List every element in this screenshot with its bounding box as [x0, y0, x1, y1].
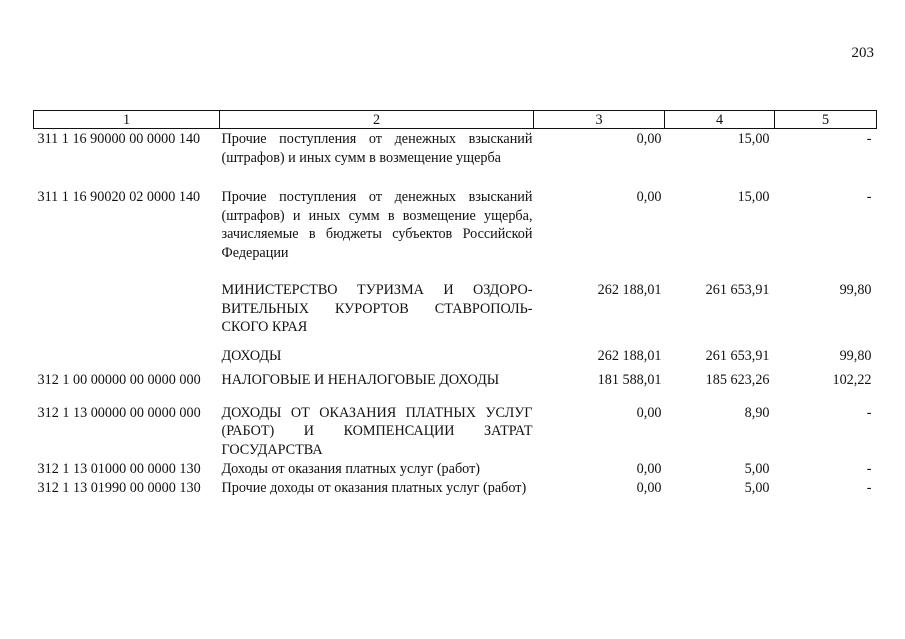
row-code: [34, 347, 220, 372]
row-value-col4: 15,00: [737, 131, 770, 147]
row-code: 312 1 13 01000 00 0000 130: [37, 461, 201, 477]
table-row: [34, 129, 877, 189]
row-name: Прочие поступления от денежных взысканий (штрафов) и иных сумм в возмещение ущерба: [221, 131, 533, 166]
row-code: 311 1 16 90020 02 0000 140: [37, 189, 201, 205]
table-row: [34, 460, 877, 479]
budget-revenue-table: [33, 110, 877, 497]
row-value-col4: 261 653,91: [705, 282, 770, 298]
row-value-col4: 5,00: [744, 461, 770, 477]
row-value-col3: 0,00: [636, 189, 662, 205]
row-value-col5: -: [866, 189, 872, 205]
row-code: 311 1 16 90000 00 0000 140: [37, 131, 201, 147]
row-value-col5: 99,80: [839, 282, 872, 298]
column-header-3: 3: [534, 111, 665, 129]
row-code: [34, 281, 220, 347]
row-code: 312 1 00 00000 00 0000 000: [37, 372, 201, 388]
row-value-col3: 181 588,01: [597, 372, 662, 388]
row-value-col3: 0,00: [636, 461, 662, 477]
table-row: [34, 347, 877, 372]
row-value-col5: -: [866, 461, 872, 477]
row-value-col3: 262 188,01: [597, 347, 662, 364]
row-name: НАЛОГОВЫЕ И НЕНАЛОГОВЫЕ ДОХОДЫ: [221, 372, 500, 388]
row-value-col3: 0,00: [636, 131, 662, 147]
column-header-5: 5: [775, 111, 877, 129]
row-name: МИНИСТЕРСТВО ТУРИЗМА И ОЗДОРО-ВИТЕЛЬНЫХ КУРОРТОВ СТАВРОПОЛЬ-СКОГО КРАЯ: [221, 282, 533, 335]
table-header-row: [34, 111, 877, 129]
row-value-col3: 262 188,01: [597, 282, 662, 298]
page-number: 203: [851, 45, 874, 61]
row-name: ДОХОДЫ ОТ ОКАЗАНИЯ ПЛАТНЫХ УСЛУГ (РАБОТ) И КОМПЕНСАЦИИ ЗАТРАТ ГОСУДАРСТВА: [221, 404, 533, 458]
column-header-1: 1: [34, 111, 220, 129]
row-code: 312 1 13 01990 00 0000 130: [37, 479, 201, 496]
row-code: 312 1 13 00000 00 0000 000: [37, 404, 201, 421]
row-value-col5: -: [866, 404, 872, 421]
row-value-col5: 99,80: [839, 347, 872, 364]
row-name: ДОХОДЫ: [221, 347, 282, 364]
row-value-col3: 0,00: [636, 404, 662, 421]
row-value-col3: 0,00: [636, 479, 662, 496]
row-name: Прочие доходы от оказания платных услуг (работ): [221, 479, 527, 496]
row-value-col5: -: [866, 479, 872, 496]
table-row: [34, 404, 877, 461]
row-name: Прочие поступления от денежных взысканий (штрафов) и иных сумм в возмещение ущерба, зачисляемые в бюджеты субъектов Российской Федерации: [221, 189, 533, 261]
table-header: [34, 111, 877, 129]
row-value-col4: 261 653,91: [705, 347, 770, 364]
row-value-col4: 185 623,26: [705, 372, 770, 388]
row-name: Доходы от оказания платных услуг (работ): [221, 461, 480, 477]
row-value-col5: -: [866, 131, 872, 147]
table-row: [34, 371, 877, 404]
table-row: [34, 188, 877, 281]
row-value-col4: 15,00: [737, 189, 770, 205]
row-value-col5: 102,22: [832, 372, 872, 388]
table-row: [34, 281, 877, 347]
row-value-col4: 5,00: [744, 479, 770, 496]
table-row: [34, 479, 877, 498]
row-value-col4: 8,90: [744, 404, 770, 421]
column-header-4: 4: [665, 111, 775, 129]
table-body: [34, 129, 877, 498]
column-header-2: 2: [220, 111, 534, 129]
